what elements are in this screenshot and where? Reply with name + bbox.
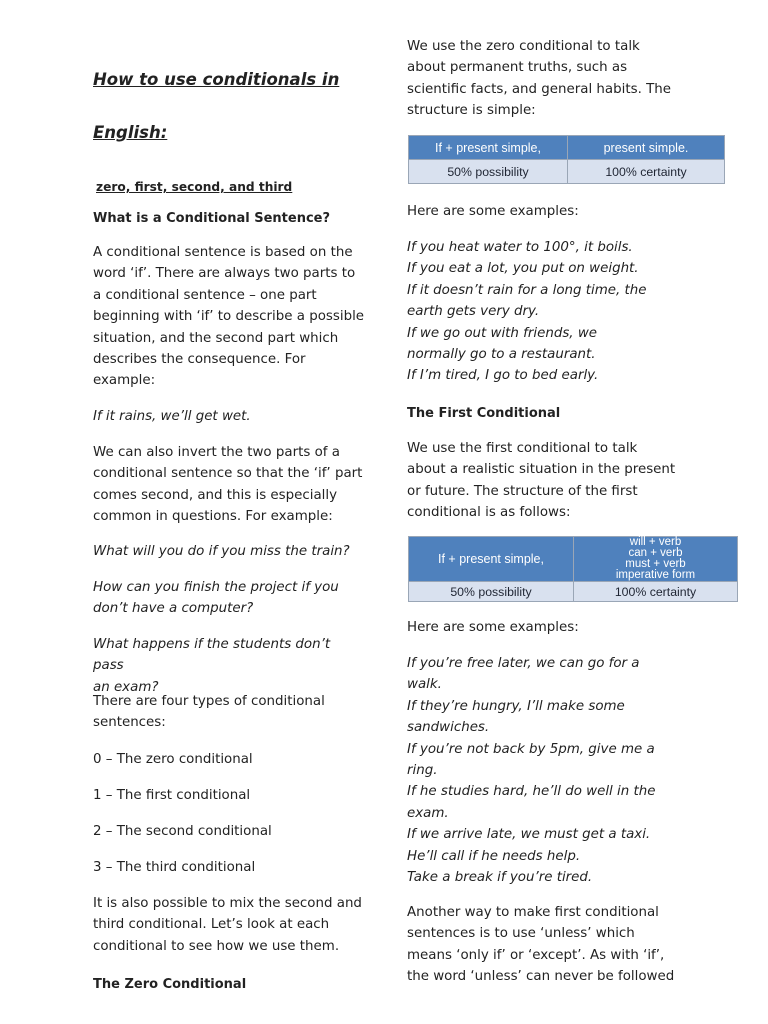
text-line: If you eat a lot, you put on weight.	[407, 261, 639, 277]
text-line: exam.	[407, 805, 449, 821]
type-item: 3 – The third conditional	[93, 860, 256, 875]
zero-table-header-result: present simple.	[568, 136, 725, 160]
unless-paragraph	[407, 902, 674, 988]
zero-examples	[407, 237, 647, 387]
text-line: a conditional sentence – one part	[93, 287, 317, 303]
text-line: word ‘if’. There are always two parts to	[93, 266, 356, 282]
type-item: 2 – The second conditional	[93, 824, 272, 839]
zero-table-possibility: 50% possibility	[409, 160, 568, 184]
text-line: If we arrive late, we must get a taxi.	[407, 827, 651, 843]
mix-paragraph	[93, 893, 362, 957]
heading-what-is-conditional: What is a Conditional Sentence?	[93, 211, 331, 226]
examples-label-first: Here are some examples:	[407, 620, 579, 635]
text-line: example:	[93, 373, 156, 389]
text-line: Take a break if you’re tired.	[407, 870, 593, 886]
type-item: 1 – The first conditional	[93, 788, 251, 803]
text-line: There are four types of conditional	[93, 694, 325, 709]
example-rain: If it rains, we’ll get wet.	[93, 409, 251, 424]
text-line: If they’re hungry, I’ll make some	[407, 698, 625, 714]
text-line: What happens if the students don’t pass	[93, 637, 331, 674]
text-line: common in questions. For example:	[93, 509, 333, 525]
text-line: If we go out with friends, we	[407, 325, 598, 341]
text-line: Another way to make first conditional	[407, 905, 659, 920]
types-intro	[93, 691, 325, 734]
text-line: sentences:	[93, 715, 166, 731]
text-line: beginning with ‘if’ to describe a possible	[93, 309, 365, 325]
zero-intro-paragraph	[407, 36, 671, 122]
text-line: conditional to see how we use them.	[93, 938, 340, 954]
text-line: about permanent truths, such as	[407, 60, 628, 76]
text-line: If he studies hard, he’ll do well in the	[407, 784, 656, 800]
text-line: sentences is to use ‘unless’ which	[407, 926, 635, 942]
type-item: 0 – The zero conditional	[93, 752, 253, 767]
text-line: about a realistic situation in the present	[407, 462, 676, 478]
text-line: If it doesn’t rain for a long time, the	[407, 282, 647, 298]
zero-table-header-if: If + present simple,	[409, 136, 568, 160]
text-line: It is also possible to mix the second and	[93, 896, 362, 911]
text-line: scientific facts, and general habits. The	[407, 81, 671, 97]
text-line: earth gets very dry.	[407, 304, 540, 320]
zero-table-certainty: 100% certainty	[568, 160, 725, 184]
heading-zero-conditional: The Zero Conditional	[93, 977, 247, 992]
page-title-line-1: How to use conditionals in	[93, 70, 340, 89]
result-option: must + verb	[625, 558, 686, 570]
text-line: If you’re not back by 5pm, give me a	[407, 741, 655, 757]
first-table-certainty: 100% certainty	[574, 582, 738, 602]
first-examples	[407, 653, 655, 888]
text-line: We use the first conditional to talk	[407, 441, 638, 456]
text-line: normally go to a restaurant.	[407, 347, 596, 363]
first-table-header-if: If + present simple,	[409, 537, 574, 582]
question-1: What will you do if you miss the train?	[93, 544, 350, 559]
text-line: conditional sentence so that the ‘if’ part	[93, 466, 363, 482]
page-subtitle: zero, first, second, and third	[96, 180, 293, 194]
text-line: structure is simple:	[407, 103, 536, 119]
text-line: situation, and the second part which	[93, 330, 339, 346]
heading-first-conditional: The First Conditional	[407, 406, 561, 421]
page-title-line-2: English:	[93, 123, 168, 142]
text-line: walk.	[407, 677, 442, 693]
text-line: If I’m tired, I go to bed early.	[407, 368, 599, 384]
text-line: the word ‘unless’ can never be followed	[407, 969, 675, 985]
result-option: can + verb	[628, 547, 683, 559]
text-line: means ‘only if’ or ‘except’. As with ‘if’,	[407, 947, 665, 963]
result-option: will + verb	[629, 536, 682, 548]
invert-paragraph	[93, 442, 362, 528]
text-line: conditional is as follows:	[407, 505, 571, 521]
examples-label-zero: Here are some examples:	[407, 204, 579, 219]
question-3	[93, 634, 365, 698]
first-table-header-result	[574, 537, 738, 582]
text-line: or future. The structure of the first	[407, 483, 638, 499]
first-intro-paragraph	[407, 438, 675, 524]
text-line: If you’re free later, we can go for a	[407, 656, 640, 671]
text-line: If you heat water to 100°, it boils.	[407, 240, 633, 255]
text-line: describes the consequence. For	[93, 352, 306, 368]
text-line: third conditional. Let’s look at each	[93, 917, 330, 933]
first-table-possibility: 50% possibility	[409, 582, 574, 602]
result-option: imperative form	[615, 569, 696, 581]
text-line: We can also invert the two parts of a	[93, 445, 340, 460]
text-line: We use the zero conditional to talk	[407, 39, 640, 54]
first-conditional-table	[408, 536, 738, 602]
question-2	[93, 577, 339, 620]
text-line: comes second, and this is especially	[93, 487, 338, 503]
text-line: an exam?	[93, 679, 159, 695]
text-line: sandwiches.	[407, 720, 490, 736]
intro-paragraph	[93, 242, 364, 392]
text-line: ring.	[407, 763, 438, 779]
text-line: A conditional sentence is based on the	[93, 245, 353, 260]
text-line: He’ll call if he needs help.	[407, 848, 581, 864]
text-line: How can you finish the project if you	[93, 580, 339, 595]
zero-conditional-table	[408, 135, 725, 184]
text-line: don’t have a computer?	[93, 601, 254, 617]
